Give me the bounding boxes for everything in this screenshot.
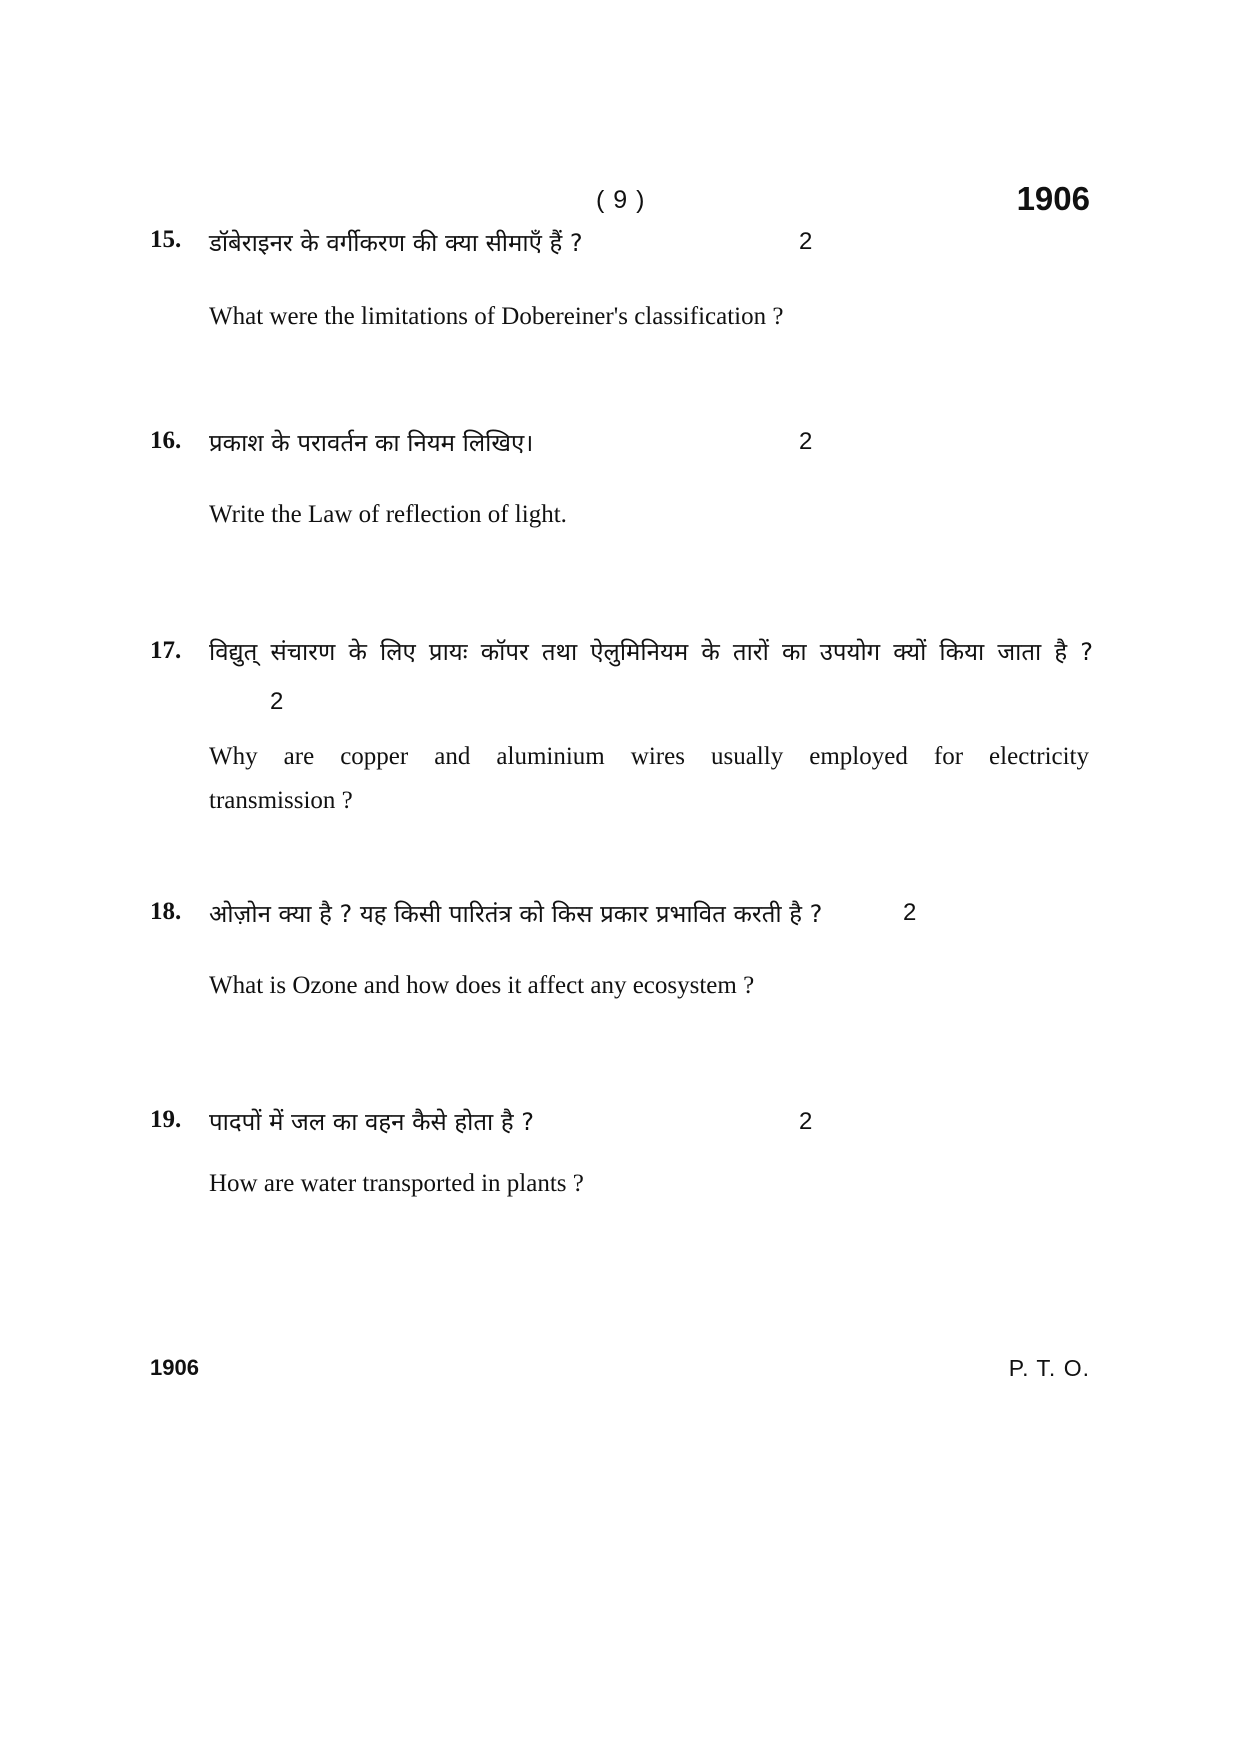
question-marks: 2 [903, 899, 917, 926]
question-number: 16. [150, 427, 182, 454]
question-text-hindi: डॉबेराइनर के वर्गीकरण की क्या सीमाएँ हैं ? [209, 229, 583, 257]
question-marks: 2 [270, 688, 284, 715]
question-text-hindi: विद्युत् संचारण के लिए प्रायः कॉपर तथा ऐलुमिनियम के तारों का उपयोग क्यों किया जाता है ? [209, 638, 1093, 666]
paper-code-header: 1906 [1016, 180, 1090, 217]
question-marks: 2 [799, 228, 813, 255]
question-text-english: How are water transported in plants ? [209, 1170, 584, 1197]
question-number: 17. [150, 637, 182, 664]
question-text-english: Write the Law of reflection of light. [209, 501, 567, 528]
question-text-english-line-1: Why are copper and aluminium wires usually employed for electricity [209, 743, 1089, 770]
question-text-english: What were the limitations of Dobereiner's classification ? [209, 303, 784, 330]
question-number: 15. [150, 226, 182, 253]
please-turn-over: P. T. O. [1008, 1355, 1090, 1381]
question-number: 19. [150, 1106, 182, 1133]
question-text-hindi: प्रकाश के परावर्तन का नियम लिखिए। [209, 429, 534, 457]
question-marks: 2 [799, 428, 813, 455]
question-text-english: What is Ozone and how does it affect any ecosystem ? [209, 972, 755, 999]
question-marks: 2 [799, 1108, 813, 1135]
paper-code-footer: 1906 [150, 1355, 199, 1380]
question-text-hindi: ओज़ोन क्या है ? यह किसी पारितंत्र को किस प्रकार प्रभावित करती है ? [209, 900, 823, 928]
question-text-hindi: पादपों में जल का वहन कैसे होता है ? [209, 1108, 534, 1136]
page-number: ( 9 ) [596, 186, 646, 214]
question-number: 18. [150, 898, 182, 925]
question-text-english-line-2: transmission ? [209, 787, 353, 814]
